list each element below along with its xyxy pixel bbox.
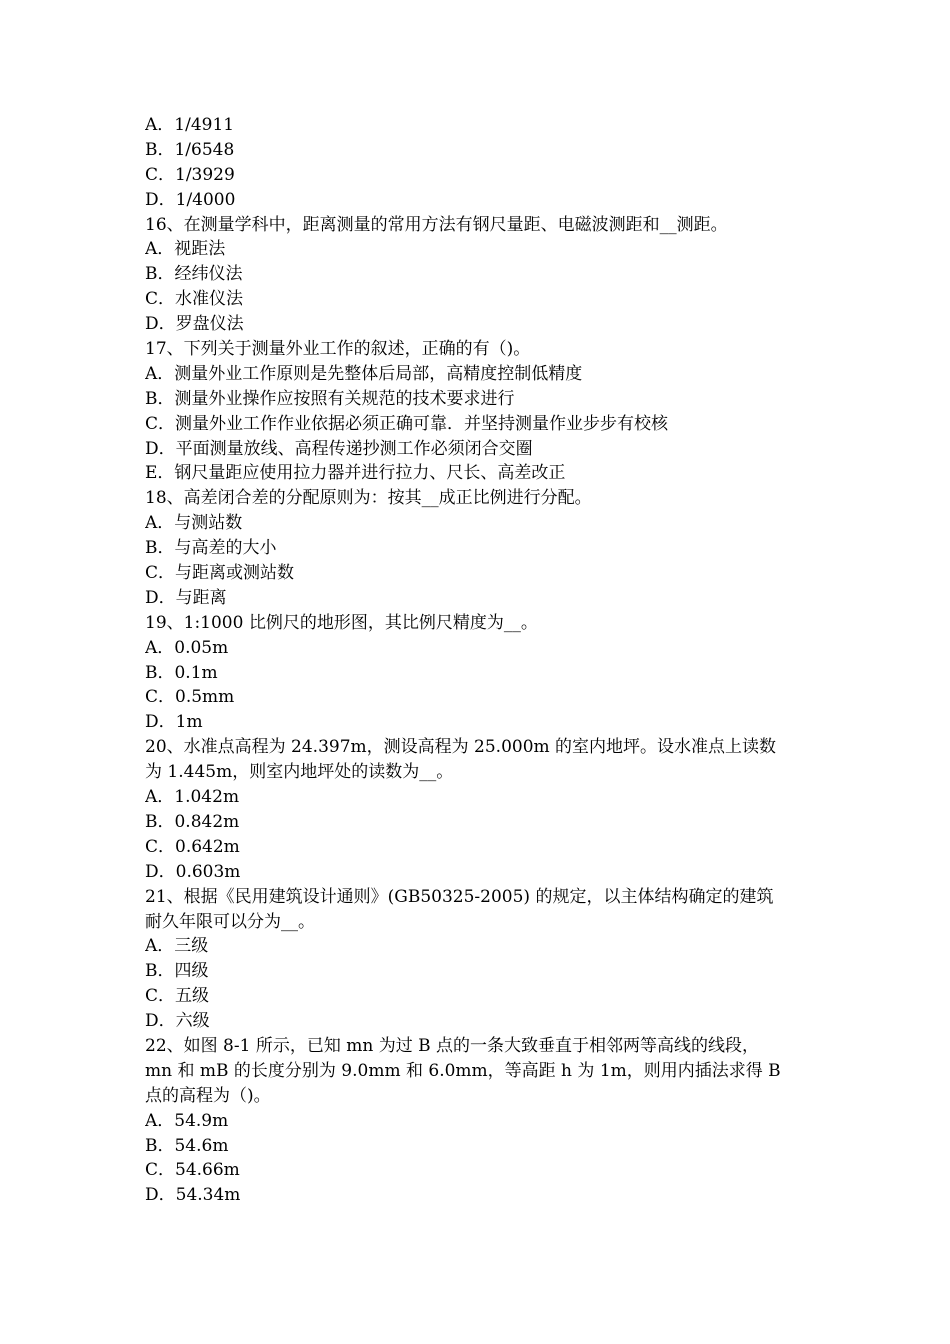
answer-option: A．与测站数: [145, 513, 243, 534]
answer-option: C．测量外业工作作业依据必须正确可靠．并坚持测量作业步步有校核: [145, 413, 669, 434]
question-line: 点的高程为（)。: [145, 1085, 271, 1106]
answer-option: A．测量外业工作原则是先整体后局部，高精度控制低精度: [145, 363, 583, 384]
answer-option: D．六级: [145, 1011, 210, 1032]
question-line: 22、如图 8-1 所示，已知 mn 为过 B 点的一条大致垂直于相邻两等高线的线段，: [145, 1035, 759, 1056]
answer-option: C．五级: [145, 986, 210, 1007]
answer-option: D．54.34m: [145, 1185, 241, 1206]
answer-option: D．1/4000: [145, 189, 236, 210]
answer-option: B．经纬仪法: [145, 264, 243, 285]
question-line: 16、在测量学科中，距离测量的常用方法有钢尺量距、电磁波测距和__测距。: [145, 214, 728, 235]
answer-option: D．1m: [145, 712, 203, 733]
answer-option: B．54.6m: [145, 1135, 229, 1156]
question-line: mn 和 mB 的长度分别为 9.0mm 和 6.0mm，等高距 h 为 1m，则用内插法求得 B: [145, 1060, 781, 1081]
answer-option: C．水准仪法: [145, 289, 244, 310]
answer-option: A．0.05m: [145, 637, 229, 658]
question-line: 17、下列关于测量外业工作的叙述，正确的有（)。: [145, 339, 531, 360]
answer-option: A．54.9m: [145, 1110, 229, 1131]
answer-option: B．1/6548: [145, 139, 235, 160]
answer-option: C．1/3929: [145, 164, 235, 185]
answer-option: D．0.603m: [145, 861, 241, 882]
answer-option: D．与距离: [145, 587, 227, 608]
question-line: 21、根据《民用建筑设计通则》(GB50325-2005) 的规定，以主体结构确定的建筑: [145, 886, 774, 907]
question-line: 18、高差闭合差的分配原则为：按其__成正比例进行分配。: [145, 488, 592, 509]
question-line: 19、1:1000 比例尺的地形图，其比例尺精度为__。: [145, 612, 538, 633]
answer-option: C．0.642m: [145, 836, 240, 857]
question-line: 为 1.445m，则室内地坪处的读数为__。: [145, 762, 454, 783]
answer-option: C．与距离或测站数: [145, 563, 295, 584]
document-body: [145, 113, 810, 1208]
answer-option: C．54.66m: [145, 1160, 240, 1181]
answer-option: B．四级: [145, 961, 209, 982]
answer-option: B．与高差的大小: [145, 538, 277, 559]
answer-option: B．0.1m: [145, 662, 218, 683]
answer-option: A．视距法: [145, 239, 226, 260]
answer-option: D．罗盘仪法: [145, 314, 244, 335]
question-line: 耐久年限可以分为__。: [145, 911, 315, 932]
answer-option: C．0.5mm: [145, 687, 235, 708]
answer-option: A．1.042m: [145, 787, 240, 808]
answer-option: D．平面测量放线、高程传递抄测工作必须闭合交圈: [145, 438, 533, 459]
answer-option: E．钢尺量距应使用拉力器并进行拉力、尺长、高差改正: [145, 463, 566, 484]
answer-option: A．三级: [145, 936, 209, 957]
question-line: 20、水准点高程为 24.397m，测设高程为 25.000m 的室内地坪。设水准点上读数: [145, 737, 777, 758]
answer-option: A．1/4911: [145, 115, 235, 135]
answer-option: B．0.842m: [145, 811, 240, 832]
answer-option: B．测量外业操作应按照有关规范的技术要求进行: [145, 388, 515, 409]
